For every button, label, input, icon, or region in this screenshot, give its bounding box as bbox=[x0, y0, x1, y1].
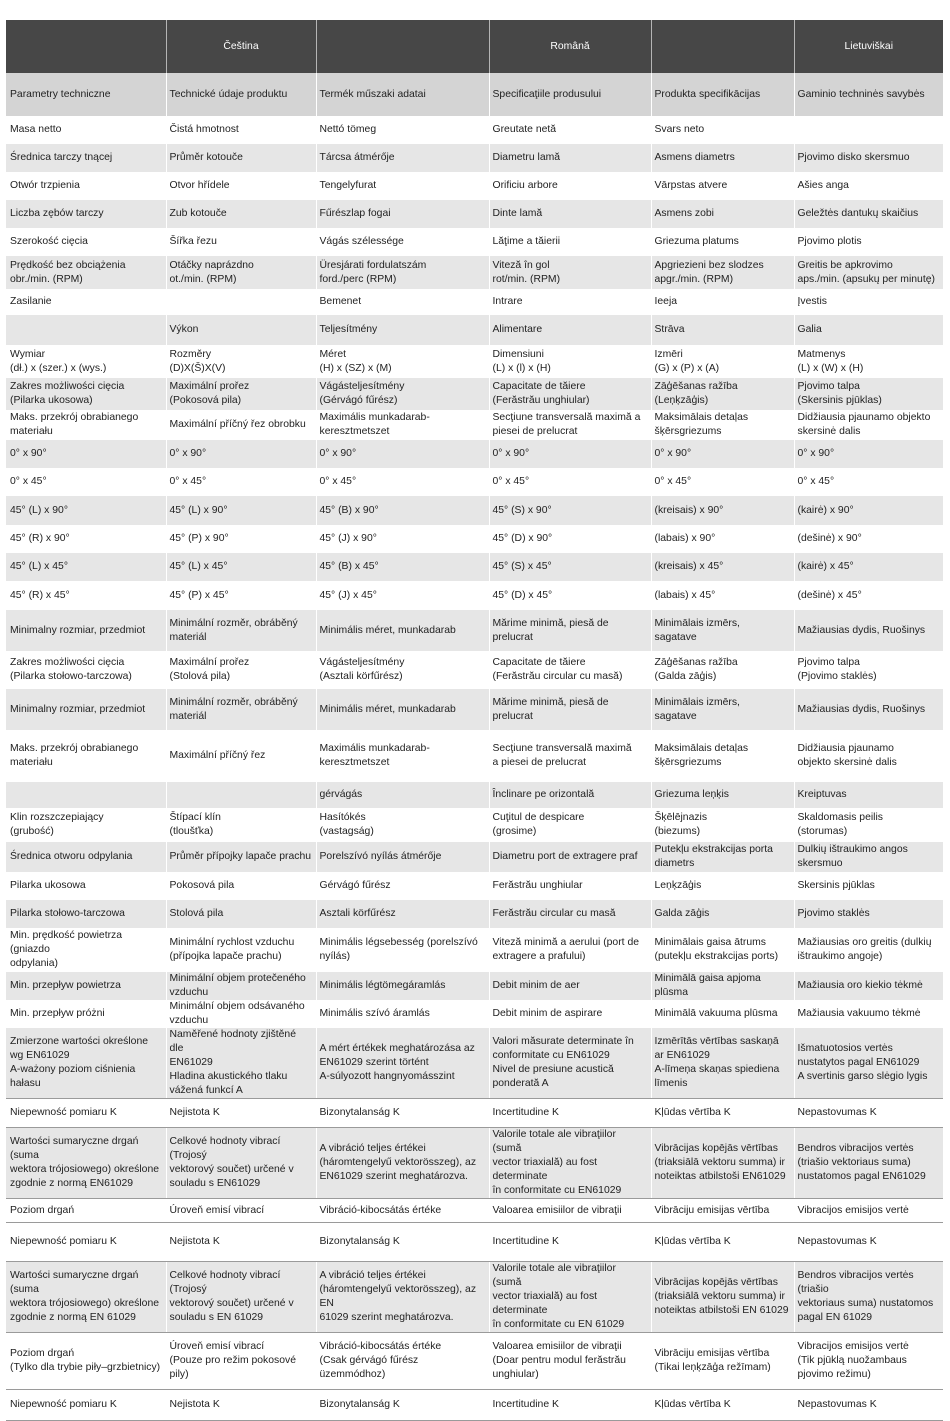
language-header-row bbox=[6, 20, 943, 73]
spec-cell: Masa netto bbox=[6, 116, 166, 144]
spec-cell: Méret (H) x (SZ) x (M) bbox=[316, 345, 489, 378]
spec-cell: gérvágás bbox=[316, 782, 489, 808]
spec-cell: Minimālais izmērs, sagatave bbox=[651, 689, 794, 730]
spec-cell: Teljesítmény bbox=[316, 315, 489, 345]
header-col-hungarian bbox=[316, 20, 489, 73]
spec-cell: Celkové hodnoty vibrací (Trojosý vektorový součet) určené v souladu s EN61029 bbox=[166, 1128, 316, 1199]
header-col-lithuanian: Lietuviškai bbox=[794, 20, 943, 73]
spec-cell: Minimalny rozmiar, przedmiot bbox=[6, 689, 166, 730]
spec-cell: Gaminio techninės savybės bbox=[794, 73, 943, 116]
spec-cell: Celkové hodnoty vibrací (Trojosý vektorový součet) určené v souladu s EN 61029 bbox=[166, 1262, 316, 1333]
spec-cell: Otvor hřídele bbox=[166, 172, 316, 200]
spec-cell: Incertitudine K bbox=[489, 1223, 651, 1262]
spec-cell: Maximális munkadarab- keresztmetszet bbox=[316, 730, 489, 782]
spec-cell: Min. przepływ powietrza bbox=[6, 972, 166, 1000]
spec-cell: Minimālais gaisa ātrums (putekļu ekstrakcijas ports) bbox=[651, 928, 794, 972]
spec-cell: Maksimālais detaļas šķērsgriezums bbox=[651, 410, 794, 440]
spec-cell: 45° (P) x 90° bbox=[166, 525, 316, 553]
spec-cell: Min. przepływ próżni bbox=[6, 1000, 166, 1028]
spec-cell: (dešinė) x 90° bbox=[797, 533, 862, 544]
spec-cell: (labais) x 45° bbox=[651, 581, 794, 610]
spec-cell: Vágásteljesítmény (Gérvágó fűrész) bbox=[316, 378, 489, 410]
spec-cell: Minimális méret, munkadarab bbox=[316, 610, 489, 651]
header-col-romanian: Română bbox=[489, 20, 651, 73]
header-col-latvian bbox=[651, 20, 794, 73]
spec-table bbox=[6, 20, 944, 1421]
spec-cell: 0° x 90° bbox=[797, 448, 835, 459]
spec-cell: Vibracijos emisijos vertė bbox=[794, 1199, 943, 1223]
spec-cell: Valoarea emisiilor de vibraţii (Doar pentru modul ferăstrău unghiular) bbox=[489, 1333, 651, 1390]
spec-row bbox=[6, 1390, 943, 1421]
spec-cell: A mért értékek meghatározása az EN61029 szerint történt A-súlyozott hangnyomásszint bbox=[316, 1028, 489, 1099]
spec-row bbox=[6, 1333, 943, 1390]
spec-cell: Vibrāciju emisijas vērtība (Tikai leņķzāģa režīmam) bbox=[651, 1333, 794, 1390]
spec-cell: Pjovimo plotis bbox=[797, 236, 862, 247]
spec-cell: Kļūdas vērtība K bbox=[651, 1223, 794, 1262]
spec-cell: Capacitate de tăiere (Ferăstrău unghiular) bbox=[489, 378, 651, 410]
spec-row bbox=[6, 315, 943, 345]
spec-cell: Niepewność pomiaru K bbox=[6, 1390, 166, 1421]
spec-row bbox=[6, 900, 943, 928]
spec-cell: Înclinare pe orizontală bbox=[489, 782, 651, 808]
spec-cell: Pokosová pila bbox=[166, 872, 316, 900]
spec-row bbox=[6, 610, 943, 651]
spec-cell: (kairė) x 90° bbox=[797, 504, 854, 516]
spec-table-body bbox=[6, 73, 943, 1421]
spec-cell: Mažiausia oro kiekio tėkmė bbox=[797, 980, 923, 991]
spec-cell: Pjovimo staklės bbox=[797, 908, 870, 919]
spec-row bbox=[6, 256, 943, 289]
spec-cell: Vibrāciju emisijas vērtība bbox=[651, 1199, 794, 1223]
spec-cell: Zāģēšanas ražība (Leņķzāģis) bbox=[651, 378, 794, 410]
spec-cell: 0° x 90° bbox=[316, 440, 489, 468]
spec-cell: Bendros vibracijos vertės (triašio vektoriaus suma) nustatomos pagal EN 61029 bbox=[794, 1262, 943, 1333]
spec-cell: Intrare bbox=[489, 289, 651, 315]
spec-cell bbox=[6, 782, 166, 808]
spec-cell: Minimális légsebesség (porelszívó nyílás) bbox=[316, 928, 489, 972]
spec-row bbox=[6, 553, 943, 581]
spec-cell: (dešinė) x 45° bbox=[797, 589, 862, 601]
spec-row bbox=[6, 689, 943, 730]
spec-cell: Debit minim de aer bbox=[489, 972, 651, 1000]
spec-cell: Greutate netă bbox=[489, 116, 651, 144]
spec-cell: Wymiar (dł.) x (szer.) x (wys.) bbox=[6, 345, 166, 378]
spec-cell: A vibráció teljes értékei (háromtengelyű vektorösszeg), az EN61029 szerint meghatározva. bbox=[316, 1128, 489, 1199]
spec-cell: (kreisais) x 45° bbox=[651, 553, 794, 581]
spec-cell: Asztali körfűrész bbox=[316, 900, 489, 928]
spec-row bbox=[6, 440, 943, 468]
spec-cell: Mažiausias oro greitis (dulkių ištraukimo angoje) bbox=[797, 937, 932, 962]
spec-cell: Parametry techniczne bbox=[6, 73, 166, 116]
spec-cell bbox=[166, 782, 316, 808]
spec-cell: Otáčky naprázdno ot./min. (RPM) bbox=[166, 256, 316, 289]
spec-cell: Zakres możliwości cięcia (Pilarka ukosowa) bbox=[6, 378, 166, 410]
spec-cell: Orificiu arbore bbox=[489, 172, 651, 200]
spec-cell: Cuţitul de despicare (grosime) bbox=[489, 808, 651, 842]
spec-cell: Poziom drgań (Tylko dla trybie piły–grzbietnicy) bbox=[6, 1333, 166, 1390]
spec-cell: Dulkių ištraukimo angos skersmuo bbox=[797, 844, 908, 869]
spec-cell: Maximální příčný řez bbox=[166, 730, 316, 782]
spec-cell: Minimális méret, munkadarab bbox=[316, 689, 489, 730]
spec-row bbox=[6, 345, 943, 378]
spec-cell: Incertitudine K bbox=[489, 1099, 651, 1128]
spec-cell: 45° (R) x 45° bbox=[6, 581, 166, 610]
spec-cell: Išmatuotosios vertės nustatytos pagal EN61029 A svertinis garso slėgio lygis bbox=[794, 1028, 943, 1099]
spec-cell: Debit minim de aspirare bbox=[489, 1000, 651, 1028]
spec-cell: Geležtės dantukų skaičius bbox=[797, 208, 919, 219]
spec-cell: Prędkość bez obciążenia obr./min. (RPM) bbox=[6, 256, 166, 289]
spec-cell: Vágás szélessége bbox=[316, 228, 489, 256]
spec-row bbox=[6, 525, 943, 553]
spec-row bbox=[6, 1099, 943, 1128]
spec-cell: Porelszívó nyílás átmérője bbox=[316, 842, 489, 872]
spec-cell: Minimālā vakuuma plūsma bbox=[651, 1000, 794, 1028]
spec-cell: Szerokość cięcia bbox=[6, 228, 166, 256]
spec-cell: Capacitate de tăiere (Ferăstrău circular cu masă) bbox=[489, 651, 651, 689]
spec-cell: Bizonytalanság K bbox=[316, 1099, 489, 1128]
spec-cell bbox=[166, 289, 316, 315]
spec-row bbox=[6, 928, 943, 972]
spec-cell: 45° (D) x 45° bbox=[489, 581, 651, 610]
spec-cell: Kreiptuvas bbox=[797, 789, 847, 800]
spec-row bbox=[6, 842, 943, 872]
spec-cell: Lăţime a tăierii bbox=[489, 228, 651, 256]
spec-row bbox=[6, 730, 943, 782]
spec-cell: Minimālais izmērs, sagatave bbox=[651, 610, 794, 651]
spec-cell: Úroveň emisí vibrací bbox=[166, 1199, 316, 1223]
spec-cell: Diametru lamă bbox=[489, 144, 651, 172]
spec-row bbox=[6, 73, 943, 116]
spec-cell: Incertitudine K bbox=[489, 1390, 651, 1421]
spec-cell: Nepastovumas K bbox=[794, 1390, 943, 1421]
spec-cell: Průměr kotouče bbox=[166, 144, 316, 172]
spec-cell: Skaldomasis peilis (storumas) bbox=[797, 812, 883, 837]
spec-cell: Minimālā gaisa apjoma plūsma bbox=[651, 972, 794, 1000]
spec-cell: Šířka řezu bbox=[166, 228, 316, 256]
spec-cell: Naměřené hodnoty zjištěné dle EN61029 Hladina akustického tlaku vážená funkcí A bbox=[166, 1028, 316, 1099]
spec-row bbox=[6, 651, 943, 689]
spec-cell: Fűrészlap fogai bbox=[316, 200, 489, 228]
spec-cell: Pilarka ukosowa bbox=[6, 872, 166, 900]
spec-cell: Svars neto bbox=[651, 116, 794, 144]
spec-row bbox=[6, 468, 943, 496]
spec-cell: Secţiune transversală maximă a piesei de prelucrat bbox=[489, 410, 651, 440]
spec-cell: Izmērītās vērtības saskaņā ar EN61029 A-līmeņa skaņas spiediena līmenis bbox=[651, 1028, 794, 1099]
spec-cell: Minimální rychlost vzduchu (přípojka lapače prachu) bbox=[166, 928, 316, 972]
spec-row bbox=[6, 496, 943, 525]
spec-cell: Vibracijos emisijos vertė (Tik pjūklą nuožambaus pjovimo režimu) bbox=[794, 1333, 943, 1390]
spec-cell: Strāva bbox=[651, 315, 794, 345]
spec-cell: Min. prędkość powietrza (gniazdo odpylania) bbox=[6, 928, 166, 972]
spec-cell: Klin rozszczepiający (grubość) bbox=[6, 808, 166, 842]
spec-cell: 0° x 90° bbox=[166, 440, 316, 468]
spec-cell: Ieeja bbox=[651, 289, 794, 315]
spec-cell: Nettó tömeg bbox=[316, 116, 489, 144]
spec-cell: Galia bbox=[797, 324, 822, 335]
spec-cell: Asmens diametrs bbox=[651, 144, 794, 172]
spec-row bbox=[6, 116, 943, 144]
spec-cell: Pjovimo talpa (Skersinis pjūklas) bbox=[797, 381, 882, 406]
spec-row bbox=[6, 1262, 943, 1333]
spec-cell: Skersinis pjūklas bbox=[797, 880, 875, 891]
spec-cell: Specificaţiile produsului bbox=[489, 73, 651, 116]
spec-cell: Bemenet bbox=[316, 289, 489, 315]
spec-cell: 0° x 90° bbox=[6, 440, 166, 468]
spec-cell: Bendros vibracijos vertės (triašio vektoriaus suma) nustatomos pagal EN61029 bbox=[794, 1128, 943, 1199]
header-col-polish bbox=[6, 20, 166, 73]
spec-cell: Pjovimo disko skersmuo bbox=[797, 152, 910, 163]
spec-cell: Mărime minimă, piesă de prelucrat bbox=[489, 610, 651, 651]
spec-cell: Kļūdas vērtība K bbox=[651, 1099, 794, 1128]
spec-cell: Minimální rozměr, obráběný materiál bbox=[166, 689, 316, 730]
spec-cell: Maximální příčný řez obrobku bbox=[166, 410, 316, 440]
spec-cell: Üresjárati fordulatszám ford./perc (RPM) bbox=[316, 256, 489, 289]
spec-cell: Tárcsa átmérője bbox=[316, 144, 489, 172]
spec-cell: Asmens zobi bbox=[651, 200, 794, 228]
spec-cell: Vibráció-kibocsátás értéke (Csak gérvágó fűrész üzemmódhoz) bbox=[316, 1333, 489, 1390]
spec-cell: Valorile totale ale vibraţiilor (sumă vector triaxială) au fost determinate în conformitate cu EN 61029 bbox=[489, 1262, 651, 1333]
spec-cell: Výkon bbox=[166, 315, 316, 345]
spec-cell: 45° (B) x 45° bbox=[316, 553, 489, 581]
spec-cell: (labais) x 90° bbox=[651, 525, 794, 553]
spec-row bbox=[6, 144, 943, 172]
spec-cell: 0° x 90° bbox=[651, 440, 794, 468]
spec-cell: 45° (L) x 45° bbox=[166, 553, 316, 581]
spec-row bbox=[6, 378, 943, 410]
spec-cell: 0° x 45° bbox=[651, 468, 794, 496]
spec-cell: Izmēri (G) x (P) x (A) bbox=[651, 345, 794, 378]
spec-cell: Nejistota K bbox=[166, 1390, 316, 1421]
spec-cell: Greitis be apkrovimo aps./min. (apsukų per minutę) bbox=[797, 259, 935, 285]
spec-cell: Vārpstas atvere bbox=[651, 172, 794, 200]
spec-row bbox=[6, 1128, 943, 1199]
spec-cell: Maks. przekrój obrabianego materiału bbox=[6, 730, 166, 782]
spec-cell: Zāģēšanas ražība (Galda zāģis) bbox=[651, 651, 794, 689]
spec-cell: Liczba zębów tarczy bbox=[6, 200, 166, 228]
spec-cell: 45° (S) x 90° bbox=[489, 496, 651, 525]
spec-cell: Tengelyfurat bbox=[316, 172, 489, 200]
spec-row bbox=[6, 808, 943, 842]
spec-row bbox=[6, 410, 943, 440]
spec-row bbox=[6, 1223, 943, 1262]
spec-cell: Vibrācijas kopējās vērtības (triaksiālā vektoru summa) ir noteiktas atbilstoši EN61029 bbox=[651, 1128, 794, 1199]
spec-cell: Średnica tarczy tnącej bbox=[6, 144, 166, 172]
spec-cell: Maximális munkadarab- keresztmetszet bbox=[316, 410, 489, 440]
spec-cell: Minimalny rozmiar, przedmiot bbox=[6, 610, 166, 651]
header-col-czech: Čeština bbox=[166, 20, 316, 73]
spec-cell: Viteză minimă a aerului (port de extragere a prafului) bbox=[489, 928, 651, 972]
spec-cell: Matmenys (L) x (W) x (H) bbox=[797, 348, 864, 374]
spec-cell: Mažiausia vakuumo tėkmė bbox=[797, 1008, 921, 1019]
spec-cell: Mažiausias dydis, Ruošinys bbox=[797, 624, 926, 636]
spec-cell: Poziom drgań bbox=[6, 1199, 166, 1223]
spec-cell: 45° (D) x 90° bbox=[489, 525, 651, 553]
spec-cell: 45° (B) x 90° bbox=[316, 496, 489, 525]
spec-cell: Zmierzone wartości określone wg EN61029 A-ważony poziom ciśnienia hałasu bbox=[6, 1028, 166, 1099]
spec-cell: Galda zāģis bbox=[651, 900, 794, 928]
spec-cell: 45° (J) x 45° bbox=[316, 581, 489, 610]
spec-cell: Rozměry (D)X(Š)X(V) bbox=[166, 345, 316, 378]
spec-cell: Technické údaje produktu bbox=[166, 73, 316, 116]
spec-cell: Diametru port de extragere praf bbox=[489, 842, 651, 872]
spec-row bbox=[6, 1000, 943, 1028]
spec-row bbox=[6, 872, 943, 900]
spec-cell: Putekļu ekstrakcijas porta diametrs bbox=[651, 842, 794, 872]
spec-row bbox=[6, 200, 943, 228]
spec-cell: Valorile totale ale vibraţiilor (sumă vector triaxială) au fost determinate în conformitate cu EN61029 bbox=[489, 1128, 651, 1199]
spec-cell: Zub kotouče bbox=[166, 200, 316, 228]
spec-row bbox=[6, 1199, 943, 1223]
spec-cell: Minimális szívó áramlás bbox=[316, 1000, 489, 1028]
spec-cell: (kreisais) x 90° bbox=[651, 496, 794, 525]
spec-row bbox=[6, 581, 943, 610]
spec-cell: Średnica otworu odpylania bbox=[6, 842, 166, 872]
spec-cell: Valoarea emisiilor de vibraţii bbox=[489, 1199, 651, 1223]
spec-cell: Griezuma leņķis bbox=[651, 782, 794, 808]
spec-cell: Vágásteljesítmény (Asztali körfűrész) bbox=[316, 651, 489, 689]
spec-cell: Ašies anga bbox=[797, 180, 849, 191]
spec-cell: Pilarka stołowo-tarczowa bbox=[6, 900, 166, 928]
spec-cell: Mažiausias dydis, Ruošinys bbox=[797, 703, 926, 715]
spec-cell: Wartości sumaryczne drgań (suma wektora trójosiowego) określone zgodnie z normą EN 61029 bbox=[6, 1262, 166, 1333]
spec-cell: Dinte lamă bbox=[489, 200, 651, 228]
spec-cell: Bizonytalanság K bbox=[316, 1390, 489, 1421]
spec-cell: Viteză în gol rot/min. (RPM) bbox=[489, 256, 651, 289]
spec-cell: Zasilanie bbox=[6, 289, 166, 315]
spec-cell: 45° (L) x 90° bbox=[6, 496, 166, 525]
spec-row bbox=[6, 172, 943, 200]
spec-cell: Griezuma platums bbox=[651, 228, 794, 256]
spec-cell: Minimální rozměr, obráběný materiál bbox=[166, 610, 316, 651]
spec-cell: Maximální prořez (Pokosová pila) bbox=[166, 378, 316, 410]
spec-cell: Secţiune transversală maximă a piesei de prelucrat bbox=[489, 730, 651, 782]
spec-cell: 0° x 45° bbox=[166, 468, 316, 496]
spec-cell: Termék műszaki adatai bbox=[316, 73, 489, 116]
spec-cell: Mărime minimă, piesă de prelucrat bbox=[489, 689, 651, 730]
spec-cell: Maximální prořez (Stolová pila) bbox=[166, 651, 316, 689]
spec-cell: Nejistota K bbox=[166, 1099, 316, 1128]
spec-row bbox=[6, 289, 943, 315]
spec-row bbox=[6, 782, 943, 808]
spec-cell: Úroveň emisí vibrací (Pouze pro režim pokosové pily) bbox=[166, 1333, 316, 1390]
spec-cell: Alimentare bbox=[489, 315, 651, 345]
spec-cell: 45° (P) x 45° bbox=[166, 581, 316, 610]
spec-row bbox=[6, 972, 943, 1000]
spec-cell: Valori măsurate determinate în conformitate cu EN61029 Nivel de presiune acustică ponderată A bbox=[489, 1028, 651, 1099]
spec-cell: Maksimālais detaļas šķērsgriezums bbox=[651, 730, 794, 782]
spec-cell: 45° (S) x 45° bbox=[489, 553, 651, 581]
spec-cell: Wartości sumaryczne drgań (suma wektora trójosiowego) określone zgodnie z normą EN61029 bbox=[6, 1128, 166, 1199]
spec-cell: Pjovimo talpa (Pjovimo staklės) bbox=[797, 657, 877, 682]
spec-cell: 0° x 45° bbox=[6, 468, 166, 496]
spec-cell: Gérvágó fűrész bbox=[316, 872, 489, 900]
spec-cell: 0° x 45° bbox=[797, 476, 835, 487]
spec-cell: Dimensiuni (L) x (l) x (H) bbox=[489, 345, 651, 378]
spec-cell: Stolová pila bbox=[166, 900, 316, 928]
spec-cell: Minimális légtömegáramlás bbox=[316, 972, 489, 1000]
spec-cell: Nepastovumas K bbox=[794, 1099, 943, 1128]
spec-cell: Produkta specifikācijas bbox=[651, 73, 794, 116]
spec-cell: Niepewność pomiaru K bbox=[6, 1099, 166, 1128]
spec-cell: Otwór trzpienia bbox=[6, 172, 166, 200]
spec-cell: Niepewność pomiaru K bbox=[6, 1223, 166, 1262]
spec-cell: Vibrācijas kopējās vērtības (triaksiālā vektoru summa) ir noteiktas atbilstoši EN 61029 bbox=[651, 1262, 794, 1333]
spec-cell: Ferăstrău unghiular bbox=[489, 872, 651, 900]
spec-cell: 45° (L) x 90° bbox=[166, 496, 316, 525]
spec-cell bbox=[794, 116, 943, 144]
spec-cell: Kļūdas vērtība K bbox=[651, 1390, 794, 1421]
spec-cell: 0° x 90° bbox=[489, 440, 651, 468]
spec-cell: Hasítókés (vastagság) bbox=[316, 808, 489, 842]
spec-cell: 0° x 45° bbox=[489, 468, 651, 496]
spec-cell: 45° (R) x 90° bbox=[6, 525, 166, 553]
spec-cell: Nepastovumas K bbox=[794, 1223, 943, 1262]
spec-cell: Průměr přípojky lapače prachu bbox=[166, 842, 316, 872]
spec-cell: 45° (L) x 45° bbox=[6, 553, 166, 581]
spec-cell: Minimální objem odsávaného vzduchu bbox=[166, 1000, 316, 1028]
spec-cell: Maks. przekrój obrabianego materiału bbox=[6, 410, 166, 440]
spec-cell: 45° (J) x 90° bbox=[316, 525, 489, 553]
spec-cell: Bizonytalanság K bbox=[316, 1223, 489, 1262]
spec-cell: Minimální objem protečeného vzduchu bbox=[166, 972, 316, 1000]
spec-cell: Šķēlējnazis (biezums) bbox=[651, 808, 794, 842]
spec-cell: (kairė) x 45° bbox=[797, 561, 854, 572]
spec-row bbox=[6, 1028, 943, 1099]
spec-cell: Įvestis bbox=[797, 296, 827, 307]
spec-cell: Leņķzāģis bbox=[651, 872, 794, 900]
spec-cell bbox=[6, 315, 166, 345]
spec-cell: Nejistota K bbox=[166, 1223, 316, 1262]
spec-cell: Zakres możliwości cięcia (Pilarka stołowo-tarczowa) bbox=[6, 651, 166, 689]
spec-cell: Vibráció-kibocsátás értéke bbox=[316, 1199, 489, 1223]
spec-row bbox=[6, 228, 943, 256]
spec-cell: A vibráció teljes értékei (háromtengelyű vektorösszeg), az EN 61029 szerint meghatározva. bbox=[316, 1262, 489, 1333]
spec-cell: Didžiausia pjaunamo objekto skersinė dalis bbox=[797, 743, 897, 768]
spec-cell: Ferăstrău circular cu masă bbox=[489, 900, 651, 928]
spec-cell: 0° x 45° bbox=[316, 468, 489, 496]
spec-cell: Štípací klín (tloušťka) bbox=[166, 808, 316, 842]
spec-cell: Apgriezieni bez slodzes apgr./min. (RPM) bbox=[651, 256, 794, 289]
spec-cell: Čistá hmotnost bbox=[166, 116, 316, 144]
spec-cell: Didžiausia pjaunamo objekto skersinė dalis bbox=[797, 412, 931, 437]
